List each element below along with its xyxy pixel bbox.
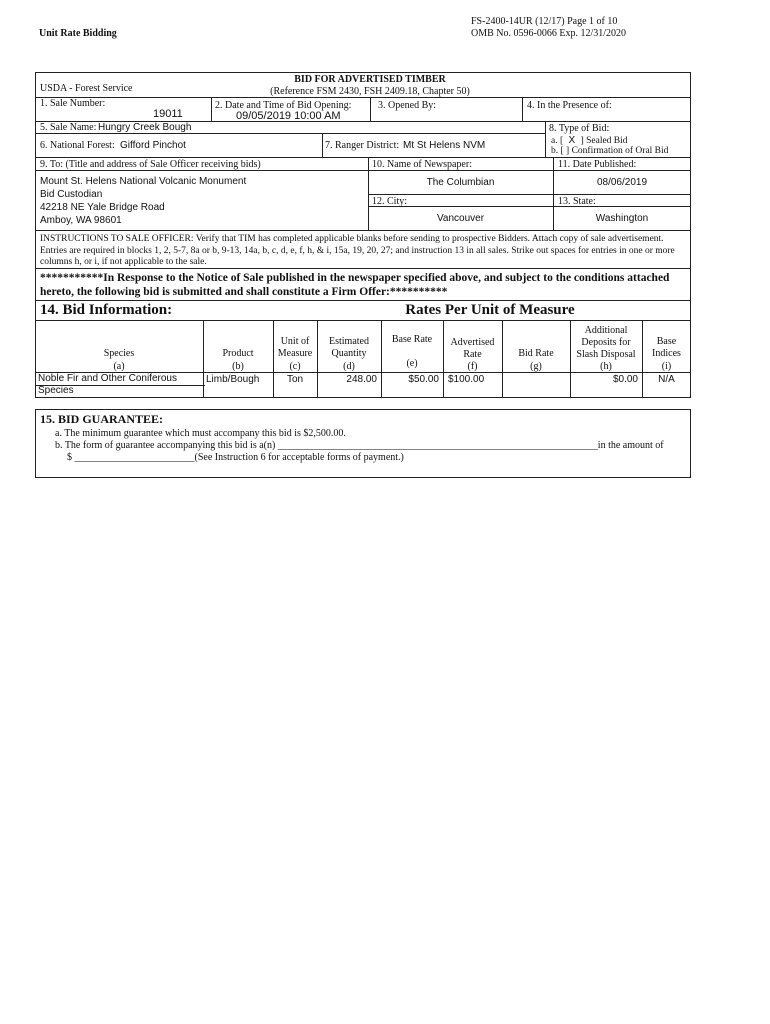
column-letter: (d) <box>343 361 355 372</box>
species-cell[interactable]: Noble Fir and Other Coniferous Species <box>38 373 177 396</box>
guarantee-amount-field[interactable]: $ ________________________(See Instruction 6 for acceptable forms of payment.) <box>67 452 404 463</box>
minimum-guarantee-text: a. The minimum guarantee which must accompany this bid is $2,500.00. <box>55 428 346 439</box>
bid-opening-date-field[interactable]: 09/05/2019 10:00 AM <box>236 110 341 122</box>
form-header-title: Unit Rate Bidding <box>39 28 117 39</box>
advertised-rate-cell[interactable]: $100.00 <box>448 374 485 385</box>
rates-per-unit-heading: Rates Per Unit of Measure <box>405 302 575 318</box>
bid-guarantee-heading: 15. BID GUARANTEE: <box>40 412 164 426</box>
sale-name-label: 5. Sale Name: <box>40 122 97 133</box>
sale-number-label: 1. Sale Number: <box>40 98 106 109</box>
address-line: Amboy, WA 98601 <box>40 215 122 226</box>
column-letter: (i) <box>661 361 672 372</box>
column-header-advertised-rate: Advertised Rate <box>450 337 495 360</box>
national-forest-label: 6. National Forest: <box>40 140 115 151</box>
oral-bid-option[interactable]: b. [ ] Confirmation of Oral Bid <box>551 146 669 156</box>
column-header-species: Species <box>103 348 135 359</box>
address-line: Mount St. Helens National Volcanic Monument <box>40 176 247 187</box>
base-rate-cell[interactable]: $50.00 <box>408 374 439 385</box>
bid-rate-cell[interactable] <box>505 374 567 386</box>
unit-cell[interactable]: Ton <box>286 374 304 385</box>
column-letter: (h) <box>600 361 612 372</box>
column-letter: (a) <box>113 361 125 372</box>
form-reference: (Reference FSM 2430, FSH 2409.18, Chapter 50) <box>270 86 470 97</box>
date-published-label: 11. Date Published: <box>558 159 637 170</box>
column-header-base-rate: Base Rate <box>391 334 433 345</box>
column-header-product: Product <box>222 348 254 359</box>
omb-number: OMB No. 0596-0066 Exp. 12/31/2020 <box>471 28 626 39</box>
bid-information-heading: 14. Bid Information: <box>40 302 173 318</box>
agency-label: USDA - Forest Service <box>40 83 133 94</box>
ranger-district-label: 7. Ranger District: <box>325 140 400 151</box>
column-header-slash-disposal: Additional Deposits for Slash Disposal <box>576 325 636 360</box>
base-indices-cell[interactable]: N/A <box>658 374 675 385</box>
sealed-bid-option[interactable] <box>551 135 628 146</box>
sale-name-field[interactable]: Hungry Creek Bough <box>98 122 192 133</box>
sale-officer-instructions: INSTRUCTIONS TO SALE OFFICER: Verify that TIM has completed applicable blanks before sending to prospective Bidders. Attach copy of sale advertisement. Entries are required in blocks 1, 2, 5-7, 8a or b, 9-13, 14a, b, c, d, e, f, h, & i, 15a, 19, 20, 27; and instruction 13 in all sales. Strike out spaces for entries in one or more columns h, or i, if not applicable to the sale. <box>40 234 675 267</box>
quantity-cell[interactable]: 248.00 <box>346 374 377 385</box>
sealed-bid-label: ] Sealed Bid <box>580 136 628 146</box>
opened-by-label: 3. Opened By: <box>378 100 437 111</box>
slash-disposal-cell[interactable]: $0.00 <box>612 374 638 385</box>
type-of-bid-label: 8. Type of Bid: <box>549 123 610 134</box>
product-cell[interactable]: Limb/Bough <box>206 374 260 385</box>
send-to-label: 9. To: (Title and address of Sale Officer receiving bids) <box>40 159 261 170</box>
address-line: 42218 NE Yale Bridge Road <box>40 202 165 213</box>
column-header-quantity: Estimated Quantity <box>329 336 369 359</box>
column-letter: (g) <box>530 361 542 372</box>
sealed-bid-checkmark[interactable]: X <box>568 135 576 146</box>
column-letter: (c) <box>289 361 301 372</box>
date-published-field[interactable]: 08/06/2019 <box>596 177 648 188</box>
newspaper-field[interactable]: The Columbian <box>426 177 495 188</box>
bid-opening-date-label: 2. Date and Time of Bid Opening: <box>215 100 352 111</box>
sealed-bid-prefix: a. [ <box>551 136 564 146</box>
firm-offer-statement: ***********In Response to the Notice of Sale published in the newspaper specified above, and subject to the conditions attached hereto, the following bid is submitted and shall constitute a Firm Offer:********** <box>40 272 670 298</box>
newspaper-label: 10. Name of Newspaper: <box>372 159 472 170</box>
address-line: Bid Custodian <box>40 189 103 200</box>
column-letter: (f) <box>467 361 478 372</box>
column-header-base-indices: Base Indices <box>652 336 681 359</box>
opened-by-field[interactable] <box>378 110 518 120</box>
national-forest-field[interactable]: Gifford Pinchot <box>120 140 186 151</box>
form-title: BID FOR ADVERTISED TIMBER <box>294 74 446 85</box>
form-id: FS-2400-14UR (12/17) Page 1 of 10 <box>471 16 618 27</box>
column-header-bid-rate: Bid Rate <box>518 348 554 359</box>
state-label: 13. State: <box>558 196 596 207</box>
state-field[interactable]: Washington <box>595 213 649 224</box>
city-field[interactable]: Vancouver <box>436 213 485 224</box>
sale-number-field[interactable]: 19011 <box>153 108 183 120</box>
city-label: 12. City: <box>372 196 408 207</box>
ranger-district-field[interactable]: Mt St Helens NVM <box>403 140 486 151</box>
column-header-unit: Unit of Measure <box>277 336 313 359</box>
presence-label: 4. In the Presence of: <box>527 100 612 111</box>
column-letter: (e) <box>406 358 418 369</box>
guarantee-form-field[interactable]: b. The form of guarantee accompanying this bid is a(n) ________________________________________________________________in the amount of <box>55 440 664 451</box>
presence-field[interactable] <box>527 110 687 120</box>
column-letter: (b) <box>232 361 244 372</box>
